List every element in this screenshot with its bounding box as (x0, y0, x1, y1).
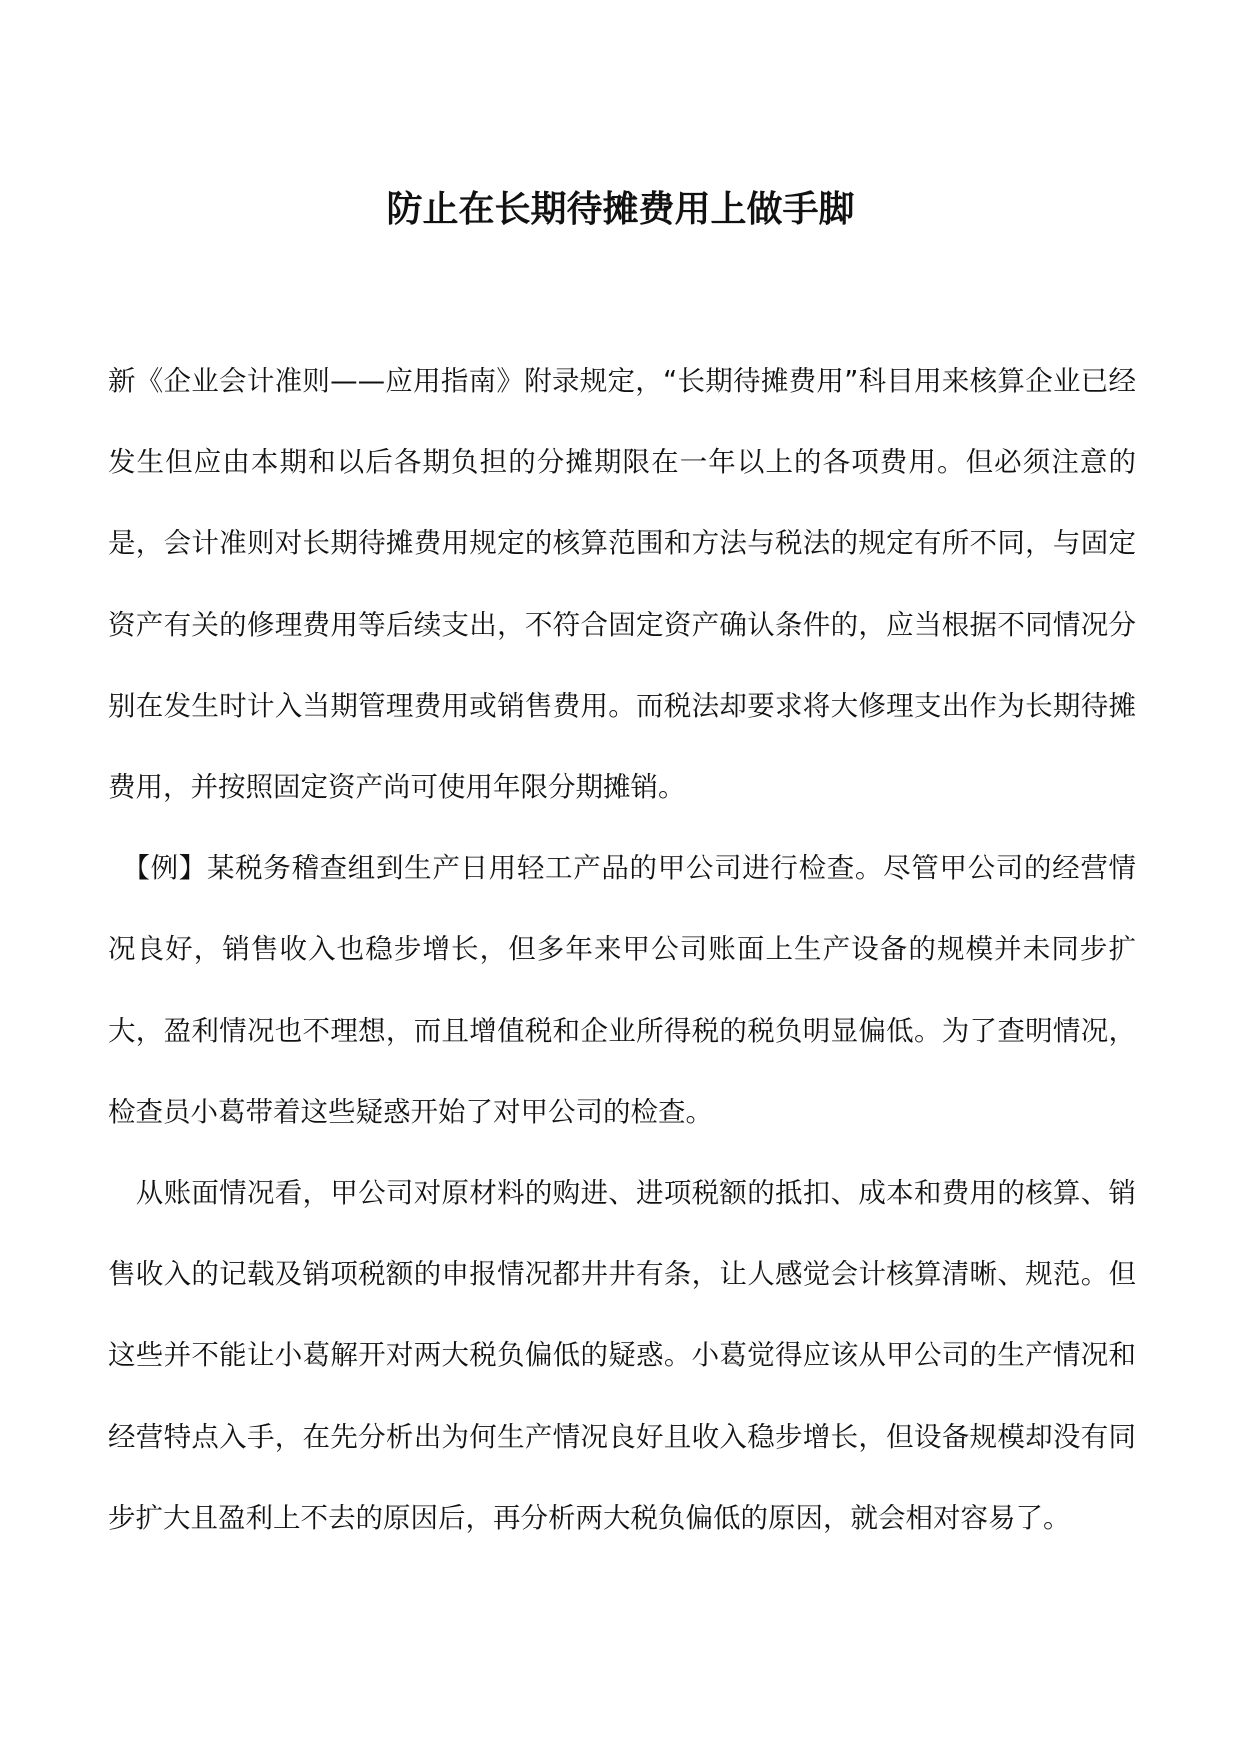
paragraph-intro: 新《企业会计准则——应用指南》附录规定，“长期待摊费用”科目用来核算企业已经发生但应由本期和以后各期负担的分摊期限在一年以上的各项费用。但必须注意的是，会计准则对长期待摊费用规定的核算范围和方法与税法的规定有所不同，与固定资产有关的修理费用等后续支出，不符合固定资产确认条件的，应当根据不同情况分别在发生时计入当期管理费用或销售费用。而税法却要求将大修理支出作为长期待摊费用，并按照固定资产尚可使用年限分期摊销。 (108, 365, 1136, 804)
document-body (108, 341, 1136, 1559)
paragraph-example: 【例】某税务稽查组到生产日用轻工产品的甲公司进行检查。尽管甲公司的经营情况良好，销售收入也稳步增长，但多年来甲公司账面上生产设备的规模并未同步扩大，盈利情况也不理想，而且增值税和企业所得税的税负明显偏低。为了查明情况，检查员小葛带着这些疑惑开始了对甲公司的检查。 (108, 852, 1136, 1128)
paragraph-analysis: 从账面情况看，甲公司对原材料的购进、进项税额的抵扣、成本和费用的核算、销售收入的记载及销项税额的申报情况都井井有条，让人感觉会计核算清晰、规范。但这些并不能让小葛解开对两大税负偏低的疑惑。小葛觉得应该从甲公司的生产情况和经营特点入手，在先分析出为何生产情况良好且收入稳步增长，但设备规模却没有同步扩大且盈利上不去的原因后，再分析两大税负偏低的原因，就会相对容易了。 (108, 1177, 1136, 1534)
document-title: 防止在长期待摊费用上做手脚 (386, 189, 855, 231)
